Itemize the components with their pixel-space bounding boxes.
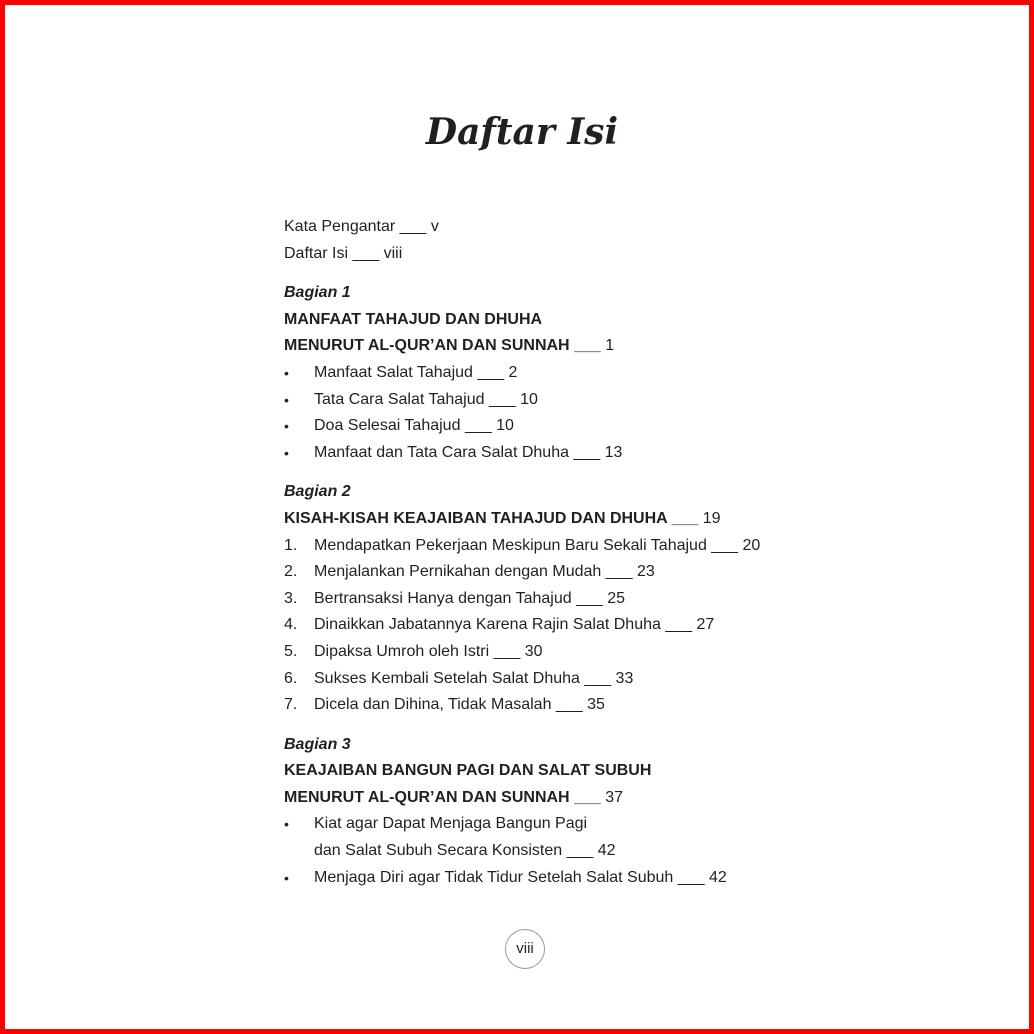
- toc-entry: [284, 639, 844, 666]
- page-leader: ___: [671, 509, 699, 527]
- toc-entry: [284, 612, 844, 639]
- bullet-icon: •: [284, 444, 289, 461]
- page-leader: ___: [584, 669, 612, 687]
- page-ref: 42: [708, 868, 727, 886]
- page-number-badge: viii: [505, 929, 545, 969]
- page-leader: ___: [677, 868, 705, 886]
- page-leader: ___: [566, 842, 594, 860]
- toc-entry: [284, 666, 844, 693]
- page-ref: 35: [587, 696, 605, 714]
- toc-entry: [284, 559, 844, 586]
- page-leader: ___: [576, 589, 603, 607]
- page-ref: 10: [520, 390, 538, 408]
- toc-front-matter-item: [284, 241, 844, 268]
- section-label: Bagian 3: [284, 735, 351, 753]
- entry-number: 3.: [284, 589, 298, 607]
- toc-entry: [284, 692, 844, 719]
- bullet-icon: •: [284, 816, 289, 833]
- toc-entry-text: Dicela dan Dihina, Tidak Masalah: [314, 696, 552, 714]
- page-leader: ___: [464, 417, 492, 435]
- section-label: Bagian 1: [284, 284, 351, 302]
- page-leader: ___: [574, 337, 601, 355]
- page-title: Daftar Isi: [425, 111, 619, 153]
- page-ref: 13: [604, 443, 623, 461]
- toc-entry: [284, 387, 844, 414]
- page-ref: 37: [605, 788, 624, 806]
- toc-entry-text: Doa Selesai Tahajud: [314, 417, 461, 435]
- toc-entry-text: Mendapatkan Pekerjaan Meskipun Baru Sekali Tahajud: [314, 536, 707, 554]
- page-ref: 33: [615, 669, 634, 687]
- toc-entry-text: Sukses Kembali Setelah Salat Dhuha: [314, 669, 580, 687]
- toc-entry: [284, 865, 844, 892]
- entry-number: 4.: [284, 616, 298, 634]
- page-leader: ___: [555, 696, 583, 714]
- section-heading-text: MENURUT AL-QUR’AN DAN SUNNAH: [284, 337, 570, 355]
- page-leader: ___: [493, 642, 521, 660]
- page-leader: ___: [574, 788, 601, 806]
- page-ref: 42: [597, 842, 616, 860]
- toc-item-label: Daftar Isi: [284, 244, 349, 262]
- toc-entry: [284, 440, 844, 467]
- page-leader: ___: [488, 390, 516, 408]
- section-label: Bagian 2: [284, 483, 351, 501]
- page-leader: ___: [573, 443, 601, 461]
- toc-front-matter-item: [284, 214, 844, 241]
- page-leader: ___: [477, 363, 505, 381]
- toc-entry-text: Kiat agar Dapat Menjaga Bangun Pagi: [314, 815, 588, 833]
- toc-entry: [284, 360, 844, 387]
- section-heading: [284, 785, 844, 812]
- section-heading-text: MANFAAT TAHAJUD DAN DHUHA: [284, 310, 543, 328]
- entry-number: 1.: [284, 536, 298, 554]
- entry-number: 7.: [284, 696, 298, 714]
- page-ref: 1: [605, 337, 615, 355]
- toc-entry-text: Manfaat dan Tata Cara Salat Dhuha: [314, 443, 569, 461]
- toc-item-label: Kata Pengantar: [284, 218, 396, 235]
- toc-entry-text: Dipaksa Umroh oleh Istri: [314, 642, 490, 660]
- section-heading: [284, 307, 844, 334]
- page-ref: 20: [742, 536, 761, 554]
- section-heading-text: KEAJAIBAN BANGUN PAGI DAN SALAT SUBUH: [284, 762, 652, 780]
- page-leader: ___: [399, 218, 427, 235]
- page-leader: ___: [352, 244, 380, 262]
- entry-number: 5.: [284, 642, 298, 660]
- toc-entry-text: Menjalankan Pernikahan dengan Mudah: [314, 563, 602, 581]
- bullet-icon: •: [284, 364, 289, 381]
- page-leader: ___: [665, 616, 693, 634]
- toc-entry: [284, 811, 844, 838]
- section-heading: [284, 506, 844, 533]
- page-ref: 27: [696, 616, 715, 634]
- table-of-contents: [284, 214, 844, 891]
- toc-entry: [284, 533, 844, 560]
- bullet-icon: •: [284, 391, 289, 408]
- page-leader: ___: [711, 536, 738, 554]
- toc-entry-text: Menjaga Diri agar Tidak Tidur Setelah Salat Subuh: [314, 868, 674, 886]
- toc-entry-text: Tata Cara Salat Tahajud: [314, 390, 485, 408]
- section-heading: [284, 758, 844, 785]
- entry-number: 2.: [284, 563, 298, 581]
- section-heading-text: MENURUT AL-QUR’AN DAN SUNNAH: [284, 788, 570, 806]
- page-ref: 10: [496, 417, 514, 435]
- entry-number: 6.: [284, 669, 298, 687]
- page-ref: 25: [607, 589, 626, 607]
- toc-entry-text: Manfaat Salat Tahajud: [314, 363, 473, 381]
- page-ref: viii: [383, 244, 403, 262]
- page-leader: ___: [605, 563, 633, 581]
- toc-entry-text: Dinaikkan Jabatannya Karena Rajin Salat Dhuha: [314, 616, 661, 634]
- page-ref: 2: [508, 363, 518, 381]
- toc-entry-text: Bertransaksi Hanya dengan Tahajud: [314, 589, 572, 607]
- bullet-icon: •: [284, 869, 289, 886]
- bullet-icon: •: [284, 418, 289, 435]
- section-heading-text: KISAH-KISAH KEAJAIBAN TAHAJUD DAN DHUHA: [284, 509, 668, 527]
- page-ref: 30: [524, 642, 543, 660]
- toc-entry: [284, 838, 844, 865]
- toc-entry: [284, 413, 844, 440]
- toc-entry: [284, 586, 844, 613]
- toc-entry-text: dan Salat Subuh Secara Konsisten: [314, 842, 563, 860]
- page-ref: 23: [636, 563, 655, 581]
- section-heading: [284, 333, 844, 360]
- page-ref: 19: [702, 509, 721, 527]
- page-ref: v: [430, 218, 439, 235]
